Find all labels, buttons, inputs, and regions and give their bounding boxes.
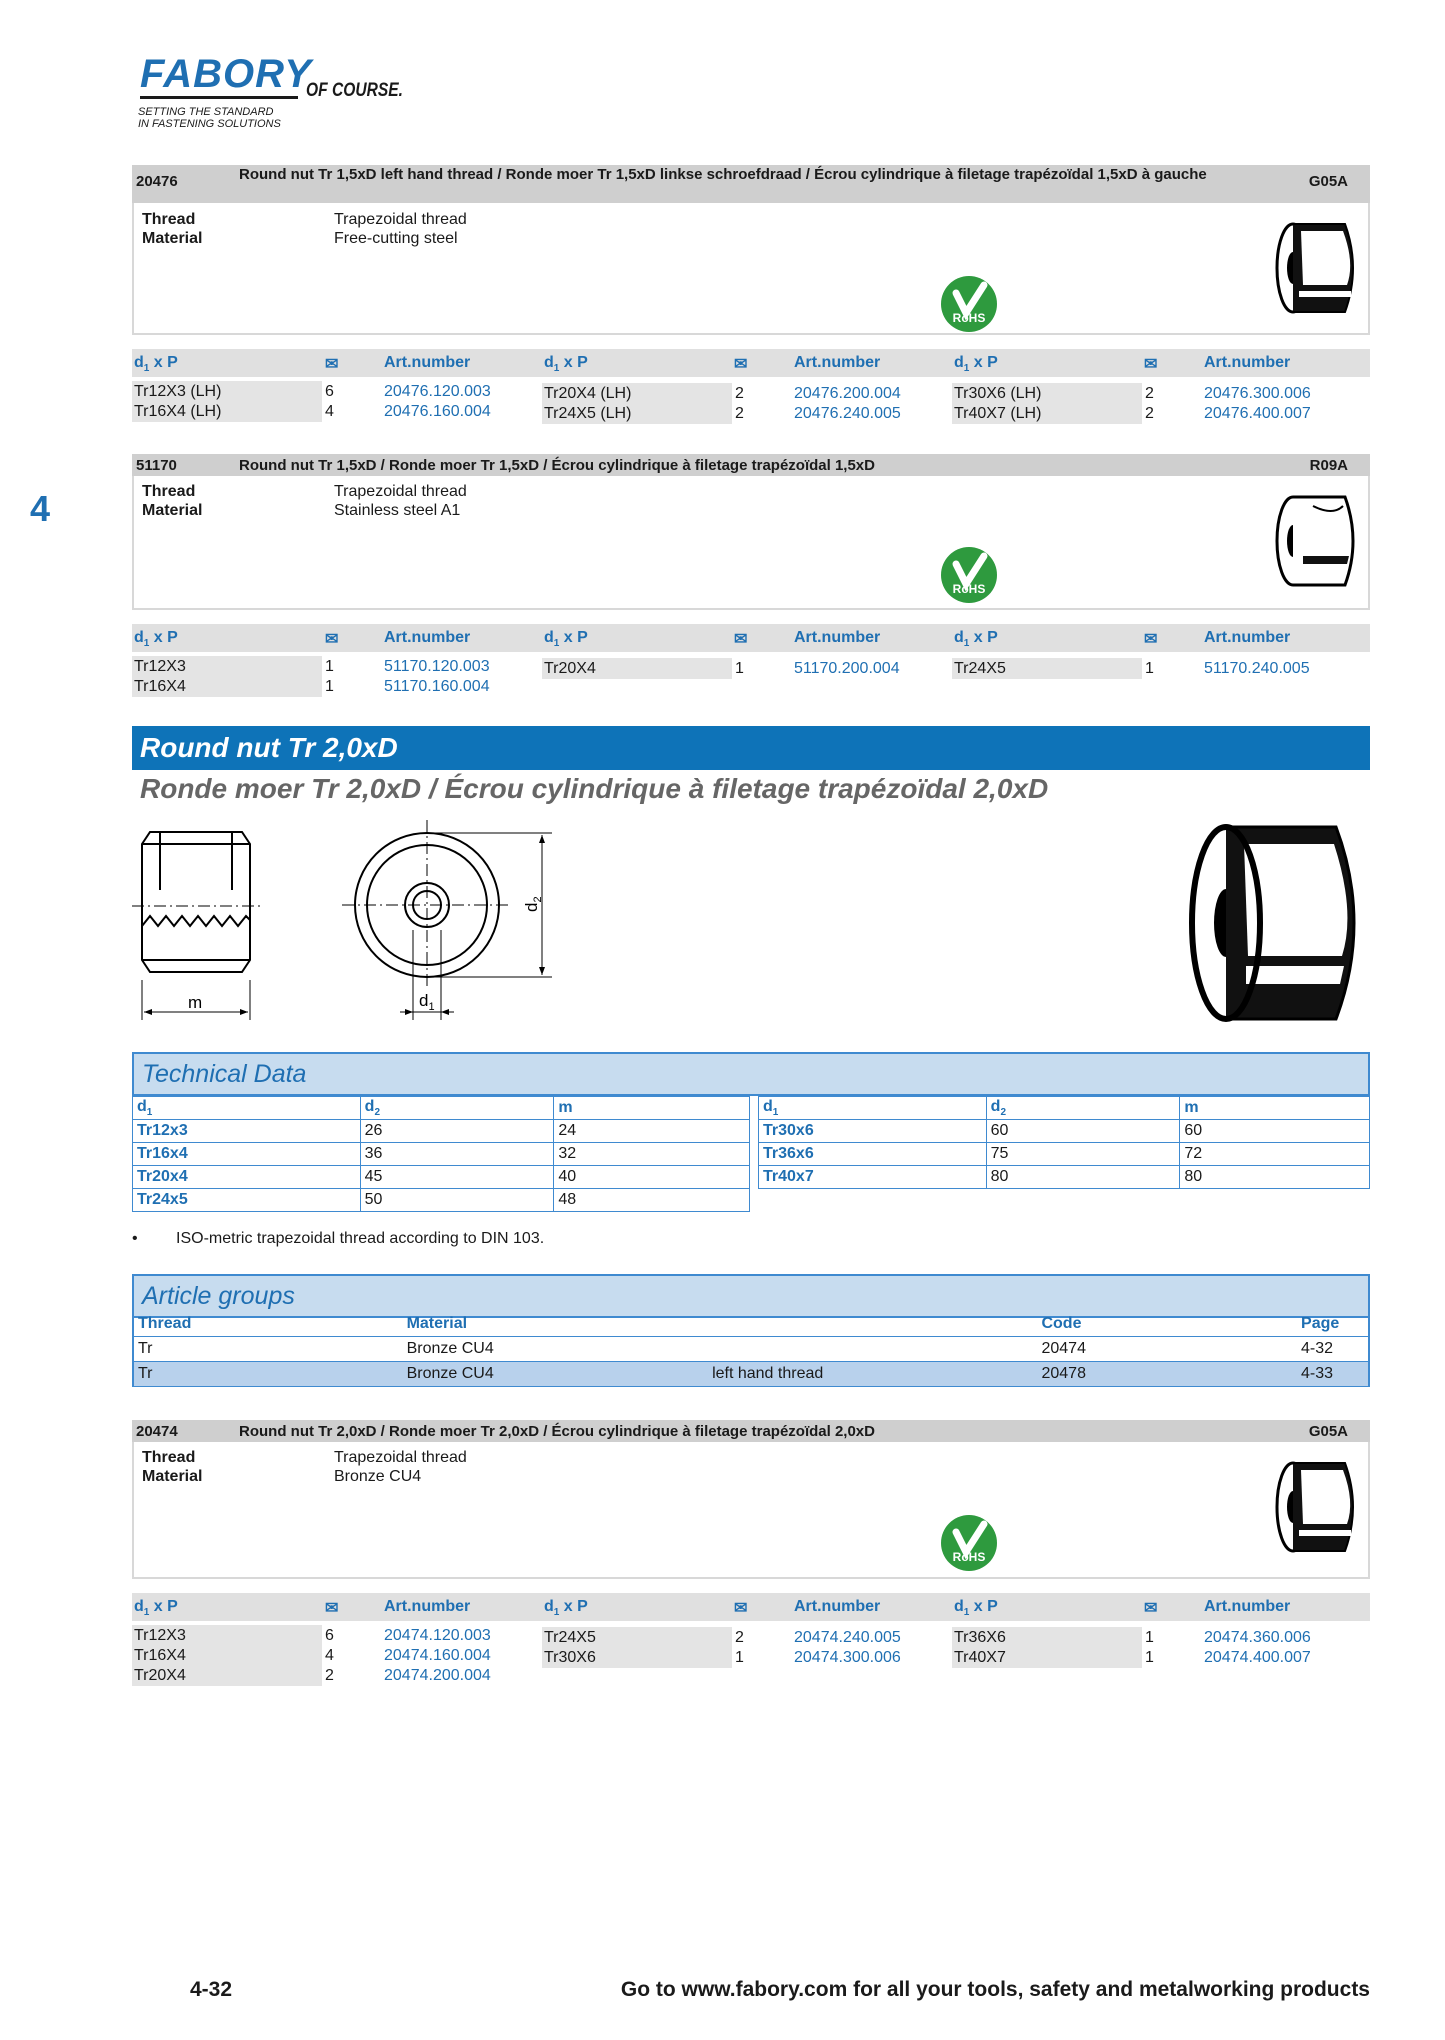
product-block-20476 [132,165,1370,447]
technical-data-table-right [758,1096,1370,1189]
technical-data-band [132,1052,1370,1096]
logo-of-course: OF COURSE. [306,80,403,101]
article-link[interactable]: 20474.200.004 [384,1667,491,1684]
logo-word: FABORY [140,52,312,96]
mail-icon: ✉ [325,631,339,648]
material-property: Material Stainless steel A1 [142,502,461,519]
mail-icon: ✉ [1144,1600,1158,1617]
technical-data-title: Technical Data [142,1060,307,1088]
rohs-icon [940,275,998,333]
mail-icon: ✉ [1144,356,1158,373]
table-row: Tr16X4 1 51170.160.004 [134,678,490,695]
article-link[interactable]: 20476.300.006 [1204,385,1311,402]
article-link[interactable]: 20476.400.007 [1204,405,1311,422]
table-row: Tr30X6 (LH) 2 20476.300.006 [954,385,1311,402]
mail-icon: ✉ [1144,631,1158,648]
product-title: Round nut Tr 2,0xD / Ronde moer Tr 2,0xD / Écrou cylindrique à filetage trapézoïdal 2,0xD [239,1423,875,1440]
mail-icon: ✉ [734,631,748,648]
table-row: Tr12x3 26 24 [133,1120,750,1143]
product-block-20474 [132,1420,1370,1701]
article-table-header: $d_1$ x P ✉ Art.number $d_1$ x P ✉ Art.number $d_1$ x P ✉ Art.number [132,1593,1370,1621]
article-link[interactable]: 20476.200.004 [794,385,901,402]
round-nut-image [1273,486,1365,596]
mail-icon: ✉ [734,1600,748,1617]
material-property: Material Bronze CU4 [142,1468,422,1485]
table-row[interactable]: Tr Bronze CU4 20474 4-32 [133,1337,1369,1362]
article-groups-title: Article groups [142,1282,295,1310]
logo-underline [140,96,298,99]
product-body [132,1442,1370,1579]
table-header-row: Thread Material Code Page [133,1312,1369,1337]
article-link[interactable]: 20474.400.007 [1204,1649,1311,1666]
article-link[interactable]: 51170.160.004 [384,678,490,695]
product-group: R09A [1309,457,1348,474]
svg-text:RoHS: RoHS [952,1550,986,1564]
article-link[interactable]: 20474.240.005 [794,1629,901,1646]
table-row: Tr40x7 80 80 [759,1166,1370,1189]
article-link[interactable]: 20476.120.003 [384,383,491,400]
article-rows [132,1621,1370,1701]
table-row: Tr24X5 2 20474.240.005 [544,1629,901,1646]
dim-d1-label: $d_1$ [419,991,435,1013]
section-title-bar [132,726,1370,770]
table-row[interactable]: Tr Bronze CU4 left hand thread 20478 4-33 [133,1362,1369,1387]
table-row: Tr24x5 50 48 [133,1189,750,1212]
table-row: Tr16X4 (LH) 4 20476.160.004 [134,403,491,420]
article-groups-table [132,1312,1370,1387]
mail-icon: ✉ [325,356,339,373]
product-title: Round nut Tr 1,5xD / Ronde moer Tr 1,5xD / Écrou cylindrique à filetage trapézoïdal 1,5xD [239,457,875,474]
product-header [132,454,1370,476]
article-link[interactable]: 51170.120.003 [384,658,490,675]
article-link[interactable]: 20474.160.004 [384,1647,491,1664]
round-nut-image [1273,1452,1365,1562]
page-number: 4-32 [190,1978,233,2001]
thread-property: Thread Trapezoidal thread [142,483,467,500]
product-group: G05A [1308,1423,1348,1440]
article-link[interactable]: 20474.300.006 [794,1649,901,1666]
article-table-header: $d_1$ x P ✉ Art.number $d_1$ x P ✉ Art.number $d_1$ x P ✉ Art.number [132,349,1370,377]
technical-data-table-left [132,1096,750,1212]
round-nut-image [1273,213,1365,323]
product-body [132,476,1370,610]
product-code: 20474 [136,1423,178,1440]
section-title: Round nut Tr 2,0xD [140,732,398,763]
logo-tagline-2: IN FASTENING SOLUTIONS [138,118,281,130]
table-row: Tr30x6 60 60 [759,1120,1370,1143]
table-header-row: $d_1$ $d_2$ m [759,1097,1370,1120]
product-header [132,165,1370,203]
rohs-icon [940,546,998,604]
table-row: Tr24X5 1 51170.240.005 [954,660,1310,677]
table-row: Tr40X7 1 20474.400.007 [954,1649,1311,1666]
table-row: Tr16X4 4 20474.160.004 [134,1647,491,1664]
article-link[interactable]: 20474.360.006 [1204,1629,1311,1646]
logo-tagline-1: SETTING THE STANDARD [138,106,274,118]
product-title: Round nut Tr 1,5xD left hand thread / Ronde moer Tr 1,5xD linkse schroefdraad / Écrou cylindrique à filetage trapézoïdal 1,5xD à gauche [239,166,1207,183]
table-row: Tr12X3 1 51170.120.003 [134,658,490,675]
article-link[interactable]: 51170.200.004 [794,660,900,677]
product-block-51170 [132,454,1370,702]
product-body [132,203,1370,335]
mail-icon: ✉ [325,1600,339,1617]
table-row: Tr20x4 45 40 [133,1166,750,1189]
product-code: 20476 [136,173,178,190]
table-row: Tr20X4 2 20474.200.004 [134,1667,491,1684]
technical-drawing [132,820,572,1030]
rohs-icon [940,1514,998,1572]
dim-m-label: m [188,993,203,1012]
round-nut-photo [1186,816,1372,1030]
table-row: Tr36x6 75 72 [759,1143,1370,1166]
article-link[interactable]: 20476.240.005 [794,405,901,422]
article-rows [132,652,1370,702]
product-group: G05A [1308,173,1348,190]
mail-icon: ✉ [734,356,748,373]
thread-note: • ISO-metric trapezoidal thread according to DIN 103. [132,1230,545,1247]
product-header [132,1420,1370,1442]
article-link[interactable]: 20476.160.004 [384,403,491,420]
thread-property: Thread Trapezoidal thread [142,211,467,228]
svg-text:RoHS: RoHS [952,311,986,325]
table-row: Tr36X6 1 20474.360.006 [954,1629,1311,1646]
chapter-number: 4 [30,488,51,529]
table-row: Tr12X3 (LH) 6 20476.120.003 [134,383,491,400]
table-row: Tr30X6 1 20474.300.006 [544,1649,901,1666]
product-code: 51170 [136,457,177,474]
svg-text:RoHS: RoHS [952,582,986,596]
table-row: Tr24X5 (LH) 2 20476.240.005 [544,405,901,422]
table-row: Tr16x4 36 32 [133,1143,750,1166]
dim-d2-label: $d_2$ [522,896,544,912]
article-link[interactable]: 20474.120.003 [384,1627,491,1644]
article-link[interactable]: 51170.240.005 [1204,660,1310,677]
table-row: Tr40X7 (LH) 2 20476.400.007 [954,405,1311,422]
table-row: Tr20X4 1 51170.200.004 [544,660,900,677]
article-rows [132,377,1370,447]
article-table-header: $d_1$ x P ✉ Art.number $d_1$ x P ✉ Art.number $d_1$ x P ✉ Art.number [132,624,1370,652]
section-subtitle: Ronde moer Tr 2,0xD / Écrou cylindrique à filetage trapézoïdal 2,0xD [140,773,1049,804]
table-header-row: $d_1$ $d_2$ m [133,1097,750,1120]
footer-link-text[interactable]: Go to www.fabory.com for all your tools, safety and metalworking products [620,1978,1370,2001]
table-row: Tr12X3 6 20474.120.003 [134,1627,491,1644]
material-property: Material Free-cutting steel [142,230,458,247]
thread-property: Thread Trapezoidal thread [142,1449,467,1466]
fabory-logo [138,52,438,132]
table-row: Tr20X4 (LH) 2 20476.200.004 [544,385,901,402]
